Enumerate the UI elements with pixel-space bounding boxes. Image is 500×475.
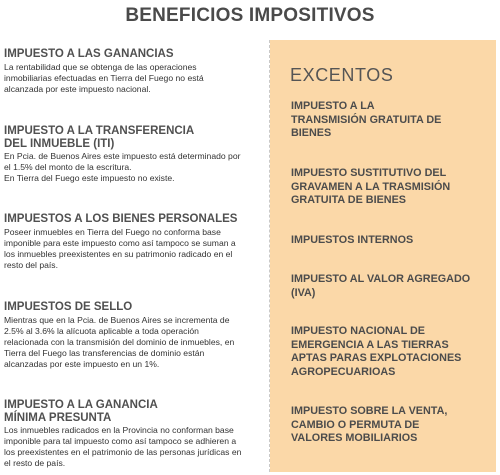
tax-description-line: el resto de país. — [4, 458, 66, 468]
tax-description-line: imponible para este impuesto como así tampoco se suman a — [4, 237, 236, 248]
tax-description-line: 2.5% al 3.6% la alícuota aplicable a toda operación — [4, 325, 199, 336]
exempt-item-line: IMPUESTOS INTERNOS — [291, 234, 414, 246]
exempt-item-line: (IVA) — [291, 286, 316, 299]
tax-section-ganancia-minima — [4, 399, 266, 469]
tax-description — [4, 62, 266, 95]
exempt-item-line: CAMBIO O PERMUTA DE — [291, 418, 420, 431]
tax-section-sello — [4, 301, 266, 370]
tax-description-line: el 1.5% del monto de la escritura. — [4, 162, 132, 172]
exempt-item — [291, 167, 491, 208]
tax-description-line: los inmuebles preexistentes en su patrimonio radicado en el — [4, 248, 233, 259]
tax-description — [4, 425, 266, 469]
tax-title-line: IMPUESTO A LA TRANSFERENCIA — [4, 125, 195, 137]
exempt-item-line: IMPUESTO SUSTITUTIVO DEL — [291, 167, 447, 179]
tax-title-line: IMPUESTO A LAS GANANCIAS — [4, 48, 174, 60]
tax-title — [4, 125, 266, 150]
exempt-item-line: GRAVAMEN A LA TRASMISIÓN — [291, 180, 451, 193]
tax-description-line: Mientras que en la Pcia. de Buenos Aires se incrementa de — [4, 314, 230, 325]
tax-section-bienes-personales — [4, 213, 266, 271]
exempt-item — [291, 234, 491, 248]
tax-description-line: Los inmuebles radicados en la Provincia no conforman base — [4, 425, 234, 435]
exempt-item-line: EMERGENCIA A LAS TIERRAS — [291, 338, 449, 351]
tax-title-line: IMPUESTOS A LOS BIENES PERSONALES — [4, 213, 238, 225]
exempt-item-line: IMPUESTO AL VALOR AGREGADO — [291, 273, 471, 285]
tax-description-line: En Pcia. de Buenos Aires este impuesto está determinado por — [4, 151, 241, 161]
tax-title — [4, 399, 266, 424]
exempt-item-line: TRANSMISIÓN GRATUITA DE — [291, 113, 442, 126]
tax-title — [4, 213, 266, 226]
exempt-item — [291, 100, 491, 141]
tax-list — [4, 0, 266, 475]
tax-title — [4, 301, 266, 314]
exempt-item-line: BIENES — [291, 127, 332, 139]
exempt-item-line: APTAS PARAS EXPLOTACIONES — [291, 352, 462, 364]
tax-section-ganancias — [4, 48, 266, 95]
tax-description-line: La rentabilidad que se obtenga de las operaciones — [4, 61, 197, 72]
tax-description — [4, 227, 266, 271]
tax-title-line: MÍNIMA PRESUNTA — [4, 411, 112, 424]
exempt-item-line: IMPUESTO SOBRE LA VENTA, — [291, 405, 448, 417]
tax-description — [4, 315, 266, 370]
exempt-item-line: VALORES MOBILIARIOS — [291, 432, 418, 444]
tax-section-transferencia — [4, 125, 266, 184]
tax-description-line: los preexistentes en el patrimonio de las personas jurídicas en — [4, 447, 242, 457]
tax-description-line: inmobiliarias efectuadas en Tierra del Fuego no está — [4, 72, 204, 83]
tax-description-line: imponible para tal impuesto como así tampoco se adhieren a — [4, 436, 237, 446]
tax-description-line: En Tierra del Fuego este impuesto no existe. — [4, 173, 175, 183]
tax-description-line: alcanzada por este impuesto nacional. — [4, 83, 151, 94]
exempt-item — [291, 325, 491, 379]
tax-description — [4, 151, 266, 184]
exempt-item — [291, 405, 491, 446]
tax-description-line: relacionada con la transmisión del dominio de inmuebles, en — [4, 336, 235, 347]
tax-description-line: alcanzadas por este impuesto en un 1%. — [4, 358, 160, 369]
exempt-item-line: AGROPECUARIOAS — [291, 365, 396, 378]
tax-title-line: IMPUESTO A LA GANANCIA — [4, 399, 158, 411]
exempt-item-line: IMPUESTO A LA — [291, 100, 375, 112]
exempt-panel — [270, 40, 496, 472]
exempt-item-line: GRATUITA DE BIENES — [291, 194, 406, 206]
tax-description-line: Poseer inmuebles en Tierra del Fuego no conforma base — [4, 226, 221, 237]
tax-description-line: Tierra del Fuego las transferencias de dominio están — [4, 347, 205, 358]
tax-title — [4, 48, 266, 61]
exempt-item-line: IMPUESTO NACIONAL DE — [291, 325, 425, 337]
tax-title-line: IMPUESTOS DE SELLO — [4, 301, 133, 313]
tax-description-line: resto del país. — [4, 259, 58, 270]
exempt-panel-title: EXCENTOS — [290, 65, 394, 85]
page-title: BENEFICIOS IMPOSITIVOS — [125, 5, 375, 26]
exempt-item — [291, 273, 491, 300]
tax-title-line: DEL INMUEBLE (ITI) — [4, 137, 115, 150]
